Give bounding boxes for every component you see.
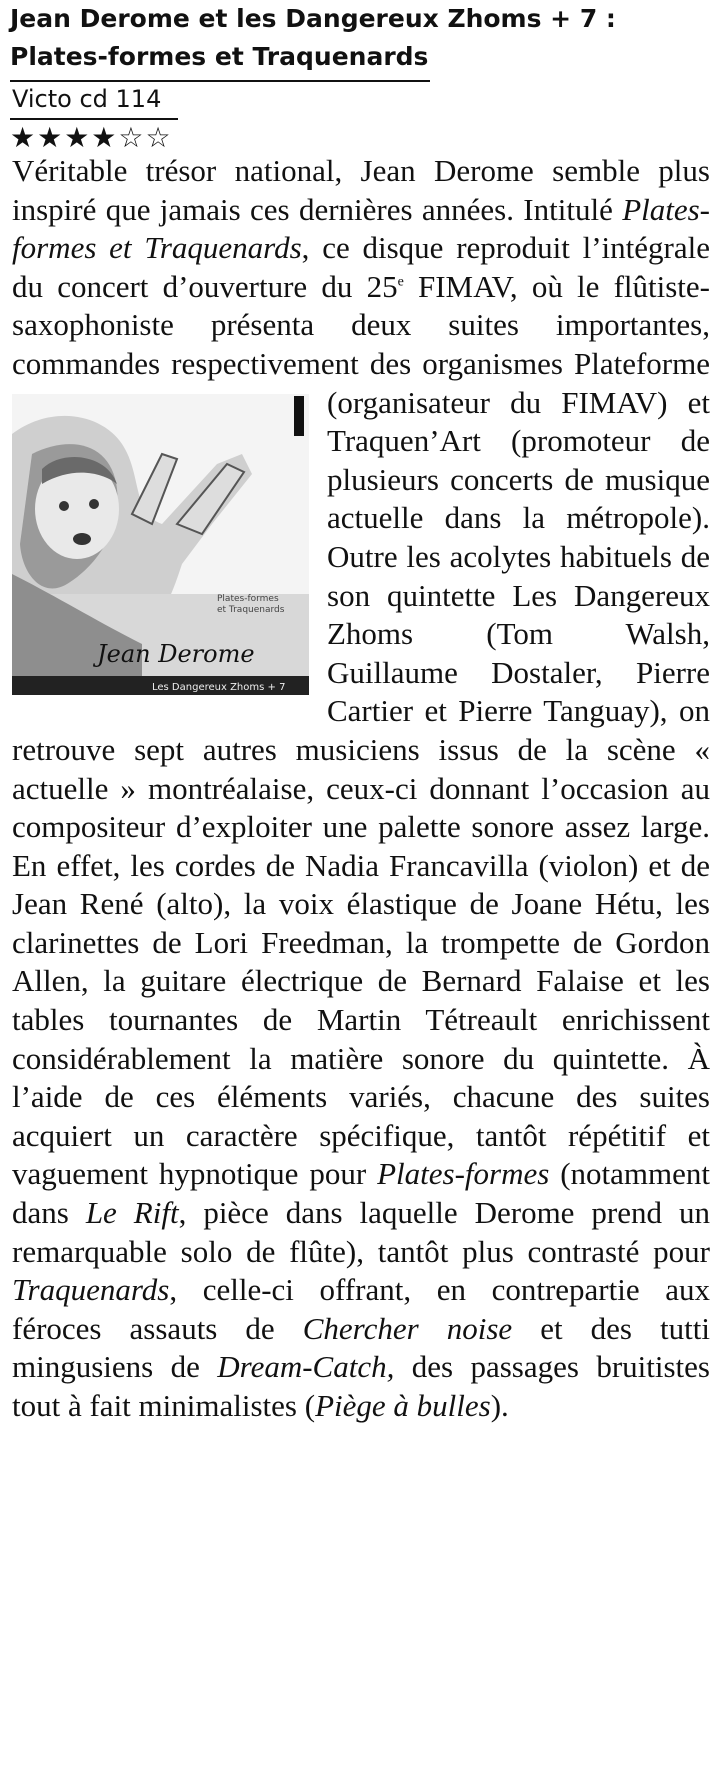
piece-title-ref: Chercher noise	[302, 1310, 513, 1346]
review-text: ).	[490, 1388, 509, 1423]
svg-text:Plates-formes: Plates-formes	[217, 593, 279, 604]
review-body	[12, 152, 710, 1426]
piece-title-ref: Le Rift	[85, 1195, 179, 1231]
suite-title-ref: Plates-formes	[377, 1156, 550, 1192]
album-title-line1: Jean Derome et les Dangereux Zhoms + 7 :	[10, 4, 616, 33]
piece-title-ref: Dream-Catch,	[217, 1349, 395, 1385]
svg-text:et Traquenards: et Traquenards	[217, 604, 285, 615]
review-text: , celle-ci offrant, en contrepartie aux féroces assauts de	[12, 1272, 710, 1346]
header-divider	[10, 80, 430, 82]
filled-stars-icon: ★★★★	[10, 121, 119, 154]
svg-text:Les Dangereux Zhoms + 7: Les Dangereux Zhoms + 7	[152, 681, 286, 693]
review-text: , ce disque reproduit l’intégrale du concert d’ouverture du 25	[12, 230, 710, 304]
record-label: Victo cd 114	[12, 85, 162, 113]
piece-title-ref: Piège à bulles	[315, 1388, 491, 1423]
review-text: (notamment dans	[12, 1156, 710, 1231]
star-rating	[10, 120, 173, 156]
review-text: Véritable trésor national, Jean Derome semble plus inspiré que jamais ces dernières années. Intitulé	[12, 153, 710, 227]
album-cover-image	[12, 394, 309, 695]
ordinal-superscript: e	[397, 274, 404, 290]
svg-text:Jean Derome: Jean Derome	[97, 639, 255, 668]
album-title-line2: Plates-formes et Traquenards	[10, 42, 429, 71]
suite-title-ref: Traquenards	[12, 1272, 170, 1308]
review-text-continued: FIMAV, où le flûtiste-saxophoniste présenta deux suites importantes, commandes respectivement des organismes Plateforme Plates-formes et Traquenards Jean Derome Les Dangereux Zhoms + 7 (organisateur du FIMAV) et Traquen’Art (promoteur de plusieurs concerts de musique actuelle dans la métropole). Outre les acolytes habituels de son quintette Les Dangereux Zhoms (Tom Walsh, Guillaume Dostaler, Pierre Cartier et Pierre Tanguay), on retrouve sept autres musiciens issus de la scène « actuelle » montréalaise, ceux-ci donnant l’occasion au compositeur d’exploiter une palette sonore assez large. En effet, les cordes de Nadia Francavilla (violon) et de Jean René (alto), la voix élastique de Joane Hétu, les clarinettes de Lori Freedman, la trompette de Gordon Allen, la guitare électrique de Bernard Falaise et les tables tournantes de Martin Tétreault enrichissent considérablement la matière sonore du quintette. À l’aide de ces éléments variés, chacune des suites acquiert un caractère spécifique, tantôt répétitif et vaguement hypnotique pour	[12, 268, 710, 1192]
empty-stars-icon: ☆☆	[118, 121, 173, 154]
album-title-ref: Plates-formes et Traquenards	[12, 191, 710, 266]
review-text: des passages bruitistes tout à fait minimalistes (	[12, 1349, 710, 1423]
review-text: et des tutti mingusiens de	[12, 1310, 711, 1385]
review-text: , pièce dans laquelle Derome prend un remarquable solo de flûte), tantôt plus contrasté pour	[12, 1195, 710, 1269]
